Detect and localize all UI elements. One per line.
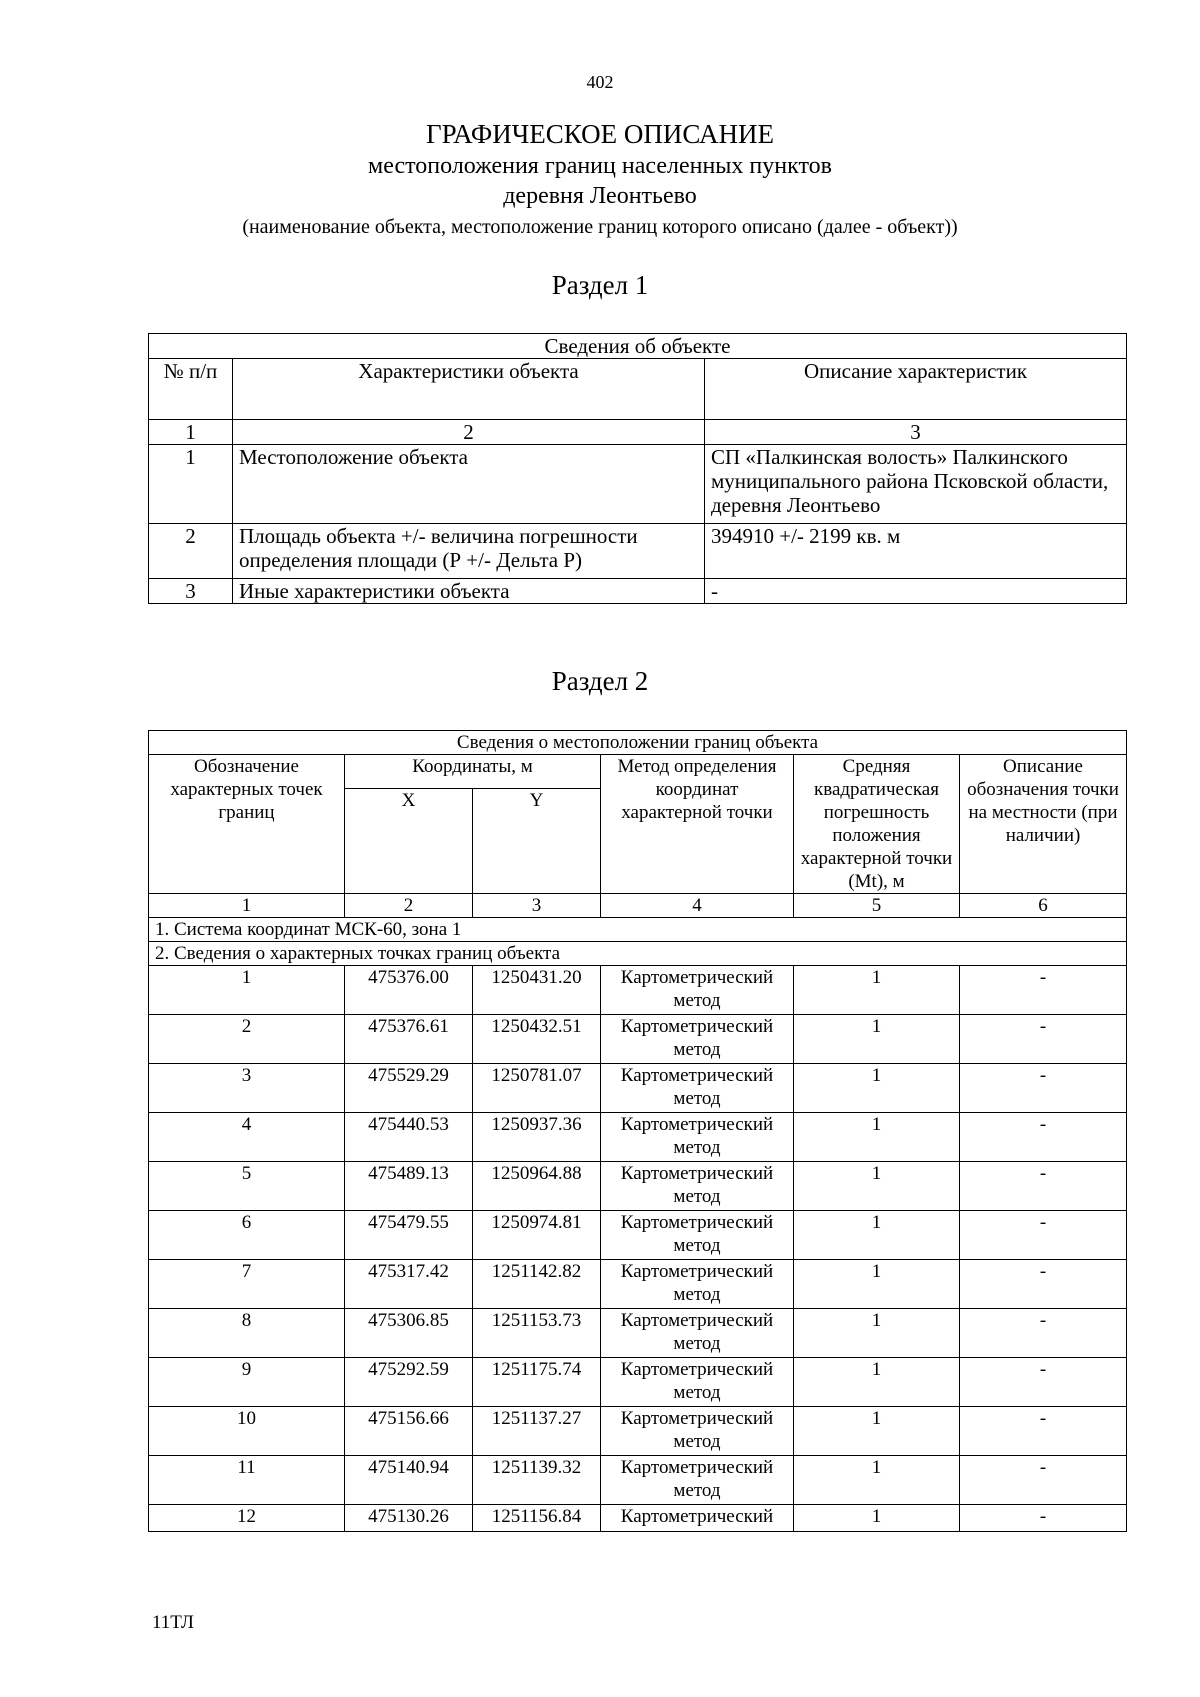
- row-desc: СП «Палкинская волость» Палкинского муниципального района Псковской области, деревня Леонтьево: [705, 445, 1127, 524]
- col-num: 1: [149, 420, 233, 445]
- point-number: 7: [149, 1260, 345, 1309]
- method-word2: метод: [673, 1382, 721, 1403]
- method: [601, 1260, 794, 1309]
- point-number: 2: [149, 1015, 345, 1064]
- method: [601, 1064, 794, 1113]
- coord-y: 1251142.82: [473, 1260, 601, 1309]
- col-header-coords: Координаты, м: [345, 755, 601, 789]
- points-body: [149, 966, 1127, 1532]
- table-row: [149, 1309, 1127, 1358]
- table-row: [149, 966, 1127, 1015]
- method: [601, 1015, 794, 1064]
- coord-x: 475376.61: [345, 1015, 473, 1064]
- coord-y: 1251137.27: [473, 1407, 601, 1456]
- method-word2: метод: [673, 990, 721, 1011]
- method-word1: Картометрический: [620, 1359, 774, 1380]
- coord-x: 475479.55: [345, 1211, 473, 1260]
- table-row: [149, 579, 1127, 604]
- coord-x: 475440.53: [345, 1113, 473, 1162]
- method-word2: метод: [673, 1431, 721, 1452]
- table-row: [149, 1456, 1127, 1505]
- object-name: деревня Леонтьево: [503, 183, 697, 209]
- method-word1: Картометрический: [620, 1212, 774, 1233]
- method-word2: метод: [673, 1137, 721, 1158]
- col-num: 6: [960, 894, 1127, 918]
- point-description: -: [960, 1309, 1127, 1358]
- col-header-desc: Описание обозначения точки на местности (при наличии): [960, 755, 1127, 894]
- method: [601, 1113, 794, 1162]
- table-row: [149, 1015, 1127, 1064]
- boundary-points-table: [148, 730, 1127, 1532]
- point-description: -: [960, 1407, 1127, 1456]
- col-num: 3: [705, 420, 1127, 445]
- point-number: 9: [149, 1358, 345, 1407]
- method-word2: метод: [673, 1235, 721, 1256]
- method-word1: Картометрический: [620, 1016, 774, 1037]
- table-caption: Сведения о местоположении границ объекта: [149, 731, 1127, 755]
- method: [601, 966, 794, 1015]
- table-row: [149, 524, 1127, 579]
- point-number: 6: [149, 1211, 345, 1260]
- method-word1: Картометрический: [620, 1261, 774, 1282]
- coord-x: 475317.42: [345, 1260, 473, 1309]
- coord-y: 1251156.84: [473, 1505, 601, 1532]
- method-word2: метод: [673, 1039, 721, 1060]
- row-char: Местоположение объекта: [233, 445, 705, 524]
- col-num: 1: [149, 894, 345, 918]
- document-subtitle: местоположения границ населенных пунктов: [368, 153, 832, 179]
- method-word1: Картометрический: [620, 1310, 774, 1331]
- mt-value: 1: [794, 1162, 960, 1211]
- method-word2: метод: [673, 1333, 721, 1354]
- table-row: [149, 1064, 1127, 1113]
- object-info-table: [148, 333, 1127, 604]
- point-description: -: [960, 1015, 1127, 1064]
- mt-value: 1: [794, 1260, 960, 1309]
- point-number: 12: [149, 1505, 345, 1532]
- coord-y: 1251153.73: [473, 1309, 601, 1358]
- col-header-error: Средняя квадратическая погрешность положения характерной точки (Mt), м: [794, 755, 960, 894]
- heading-note: (наименование объекта, местоположение границ которого описано (далее - объект)): [242, 216, 958, 238]
- document-title: ГРАФИЧЕСКОЕ ОПИСАНИЕ: [425, 119, 775, 149]
- method-word1: Картометрический: [620, 1457, 774, 1478]
- col-num: 2: [345, 894, 473, 918]
- section-1-title: Раздел 1: [551, 270, 649, 300]
- section-2-title: Раздел 2: [551, 666, 649, 696]
- method: [601, 1407, 794, 1456]
- mt-value: 1: [794, 1211, 960, 1260]
- mt-value: 1: [794, 1407, 960, 1456]
- coord-y: 1250937.36: [473, 1113, 601, 1162]
- point-number: 1: [149, 966, 345, 1015]
- coordinate-system-row: 1. Система координат МСК-60, зона 1: [149, 918, 1127, 942]
- table-row: [149, 1260, 1127, 1309]
- mt-value: 1: [794, 1309, 960, 1358]
- method-word1: Картометрический: [620, 1506, 774, 1527]
- point-number: 8: [149, 1309, 345, 1358]
- coord-x: 475156.66: [345, 1407, 473, 1456]
- col-header-y: Y: [473, 789, 601, 894]
- mt-value: 1: [794, 1505, 960, 1532]
- mt-value: 1: [794, 1113, 960, 1162]
- table-row: [149, 1358, 1127, 1407]
- coord-x: 475376.00: [345, 966, 473, 1015]
- col-num: 3: [473, 894, 601, 918]
- row-no: 2: [149, 524, 233, 579]
- coord-x: 475292.59: [345, 1358, 473, 1407]
- col-num: 2: [233, 420, 705, 445]
- footer-code: 11ТЛ: [152, 1612, 194, 1633]
- point-number: 10: [149, 1407, 345, 1456]
- points-section-row: 2. Сведения о характерных точках границ объекта: [149, 942, 1127, 966]
- table-row: [149, 1211, 1127, 1260]
- point-description: -: [960, 1456, 1127, 1505]
- point-description: -: [960, 1358, 1127, 1407]
- row-char: Площадь объекта +/- величина погрешности определения площади (Р +/- Дельта Р): [233, 524, 705, 579]
- coord-y: 1250781.07: [473, 1064, 601, 1113]
- method-word2: метод: [673, 1186, 721, 1207]
- method-word2: метод: [673, 1284, 721, 1305]
- point-description: -: [960, 1505, 1127, 1532]
- point-description: -: [960, 1162, 1127, 1211]
- coord-y: 1251139.32: [473, 1456, 601, 1505]
- coord-y: 1251175.74: [473, 1358, 601, 1407]
- mt-value: 1: [794, 1064, 960, 1113]
- row-no: 1: [149, 445, 233, 524]
- document-heading: [0, 117, 1200, 241]
- point-number: 5: [149, 1162, 345, 1211]
- coord-x: 475306.85: [345, 1309, 473, 1358]
- method-word2: метод: [673, 1480, 721, 1501]
- point-number: 11: [149, 1456, 345, 1505]
- method: [601, 1211, 794, 1260]
- method-word1: Картометрический: [620, 1163, 774, 1184]
- col-num: 4: [601, 894, 794, 918]
- table-row: [149, 1407, 1127, 1456]
- table-row: [149, 445, 1127, 524]
- coord-x: 475529.29: [345, 1064, 473, 1113]
- col-header-x: X: [345, 789, 473, 894]
- table-row: [149, 1113, 1127, 1162]
- point-description: -: [960, 1064, 1127, 1113]
- row-desc: -: [705, 579, 1127, 604]
- method-word1: Картометрический: [620, 1114, 774, 1135]
- method-word1: Картометрический: [620, 1065, 774, 1086]
- mt-value: 1: [794, 1015, 960, 1064]
- mt-value: 1: [794, 1456, 960, 1505]
- point-number: 4: [149, 1113, 345, 1162]
- mt-value: 1: [794, 966, 960, 1015]
- method-word1: Картометрический: [620, 1408, 774, 1429]
- col-header-point: Обозначение характерных точек границ: [149, 755, 345, 894]
- point-description: -: [960, 1260, 1127, 1309]
- method: [601, 1456, 794, 1505]
- coord-x: 475140.94: [345, 1456, 473, 1505]
- method: [601, 1309, 794, 1358]
- col-header-method: Метод определения координат характерной точки: [601, 755, 794, 894]
- page-number: 402: [586, 72, 614, 92]
- coord-y: 1250964.88: [473, 1162, 601, 1211]
- row-no: 3: [149, 579, 233, 604]
- coord-x: 475489.13: [345, 1162, 473, 1211]
- table-row: [149, 1505, 1127, 1532]
- method: [601, 1162, 794, 1211]
- row-desc: 394910 +/- 2199 кв. м: [705, 524, 1127, 579]
- method: [601, 1358, 794, 1407]
- method-word2: метод: [673, 1088, 721, 1109]
- point-description: -: [960, 1113, 1127, 1162]
- col-header-no: № п/п: [149, 359, 233, 420]
- point-description: -: [960, 966, 1127, 1015]
- coord-x: 475130.26: [345, 1505, 473, 1532]
- col-header-char: Характеристики объекта: [233, 359, 705, 420]
- row-char: Иные характеристики объекта: [233, 579, 705, 604]
- coord-y: 1250432.51: [473, 1015, 601, 1064]
- mt-value: 1: [794, 1358, 960, 1407]
- point-description: -: [960, 1211, 1127, 1260]
- col-num: 5: [794, 894, 960, 918]
- method: [601, 1505, 794, 1532]
- point-number: 3: [149, 1064, 345, 1113]
- table-caption: Сведения об объекте: [149, 334, 1127, 359]
- method-word1: Картометрический: [620, 967, 774, 988]
- col-header-desc: Описание характеристик: [705, 359, 1127, 420]
- coord-y: 1250431.20: [473, 966, 601, 1015]
- coord-y: 1250974.81: [473, 1211, 601, 1260]
- table-row: [149, 1162, 1127, 1211]
